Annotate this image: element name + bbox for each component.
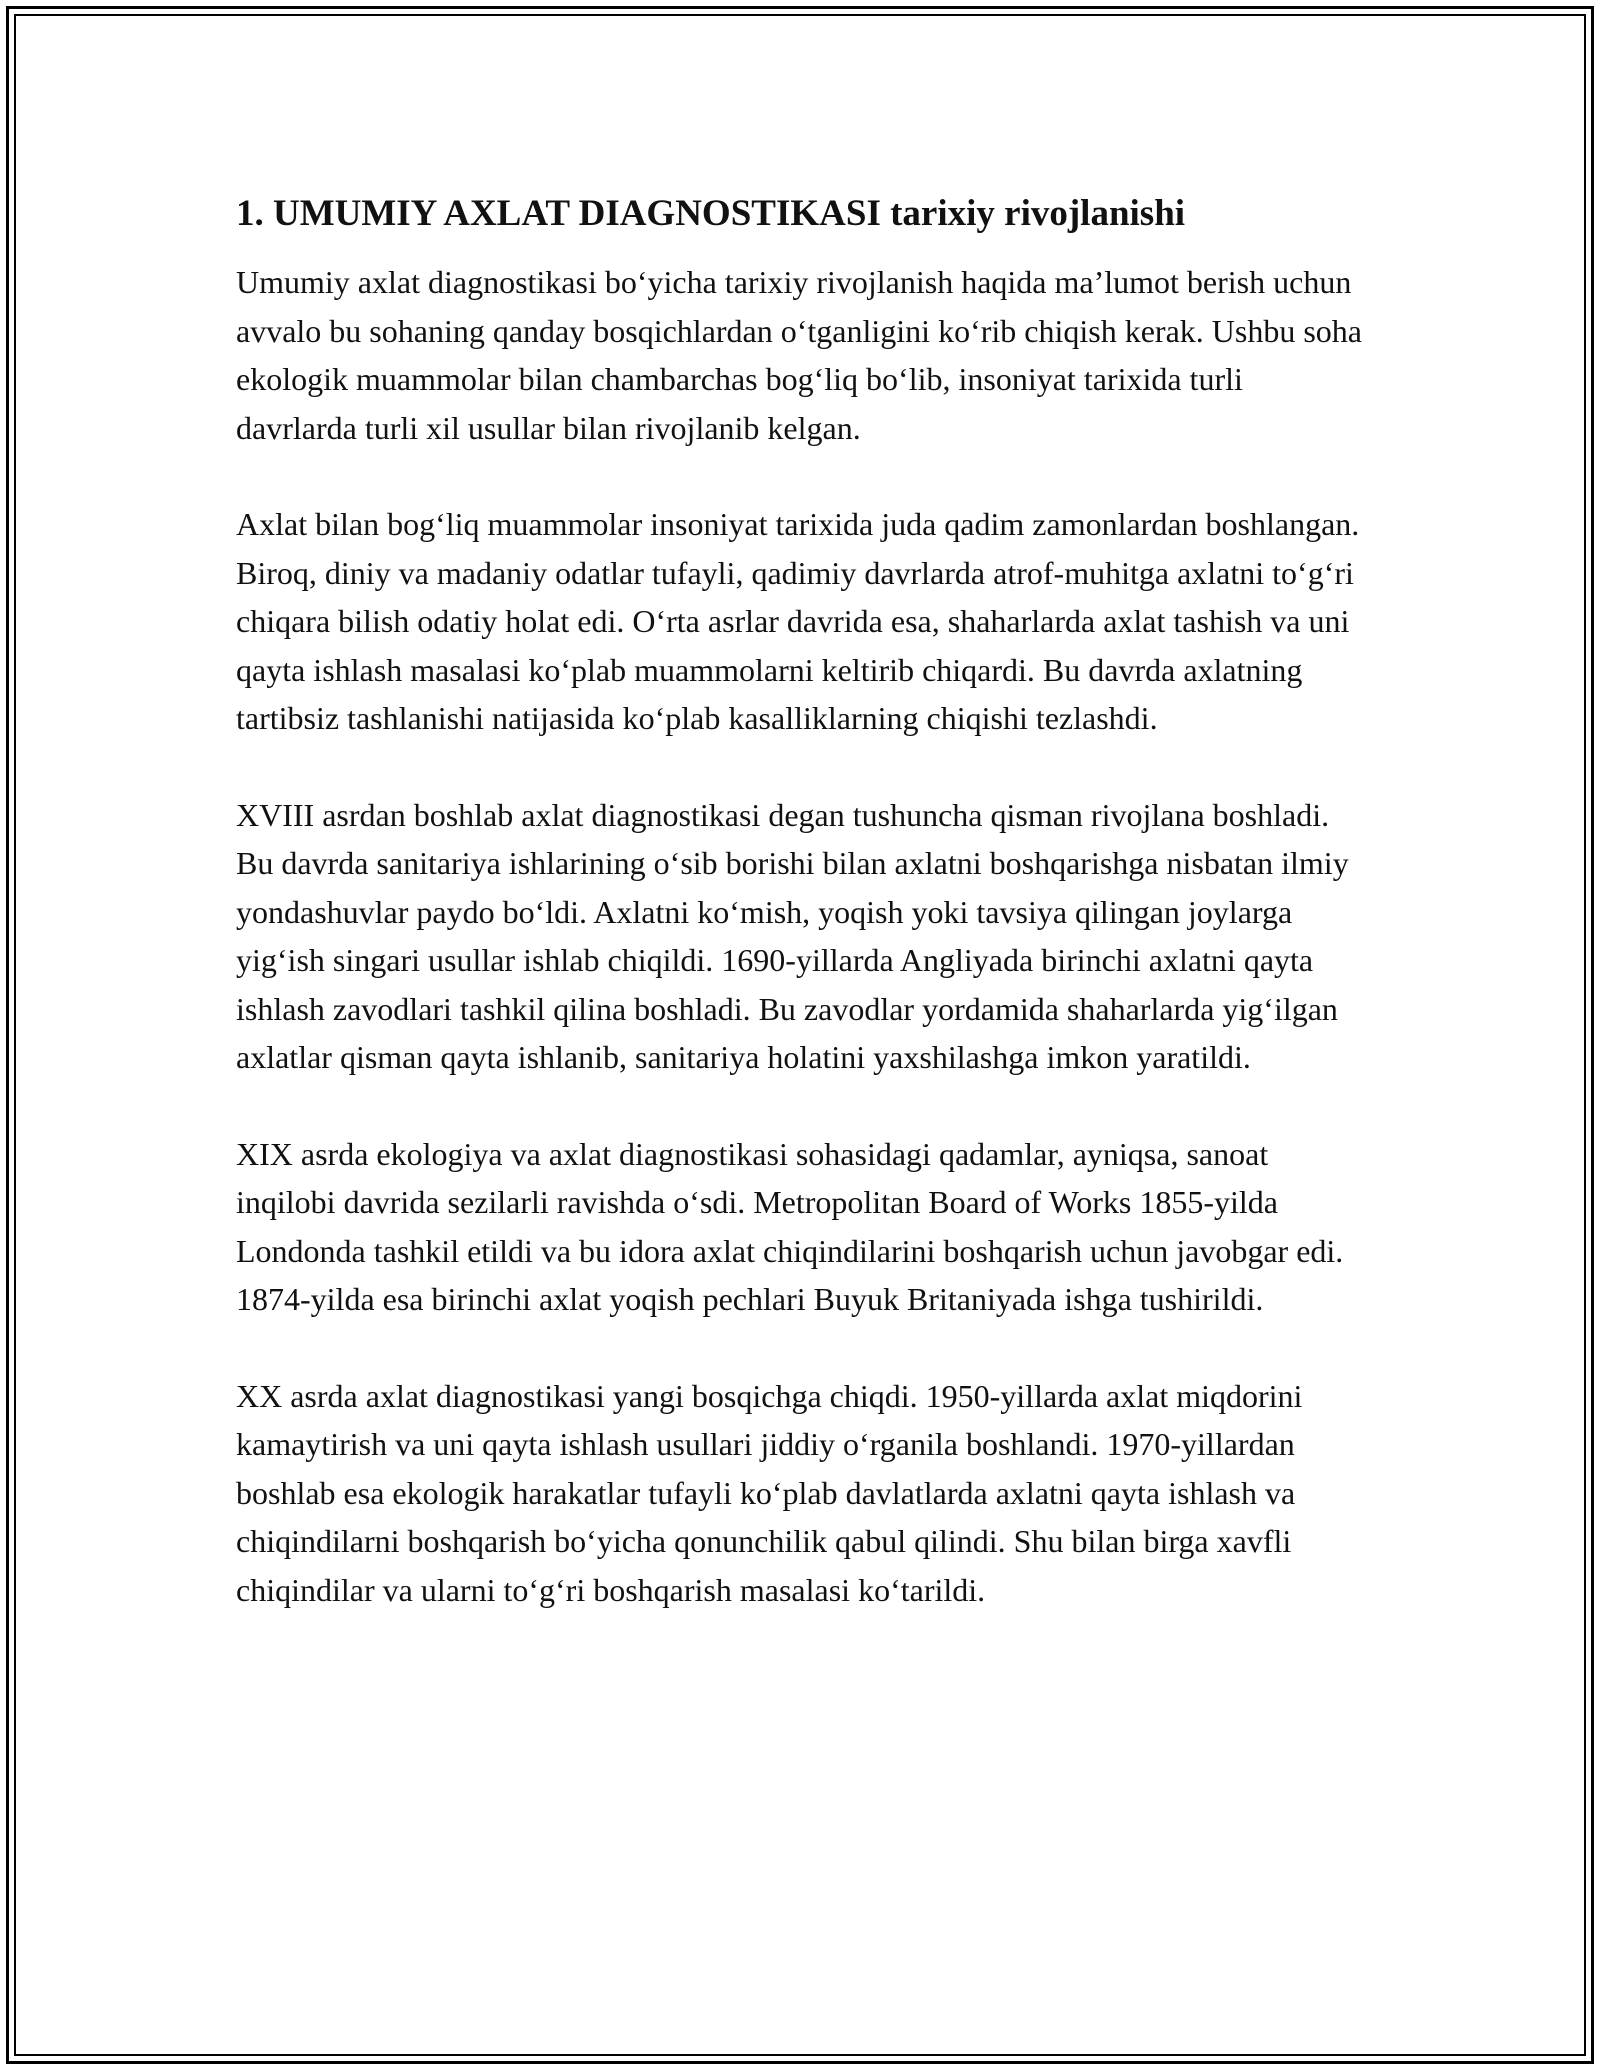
paragraph-18th-century: XVIII asrdan boshlab axlat diagnostikasi degan tushuncha qisman rivojlana boshladi. Bu davrda sanitariya ishlarining o‘sib borishi bilan axlatni boshqarishga nisbatan ilmiy yondashuvlar paydo bo‘ldi. Axlatni ko‘mish, yoqish yoki tavsiya qilingan joylarga yig‘ish singari usullar ishlab chiqildi. 1690-yillarda Angliyada birinchi axlatni qayta ishlash zavodlari tashkil qilina boshladi. Bu zavodlar yordamida shaharlarda yig‘ilgan axlatlar qisman qayta ishlanib, sanitariya holatini yaxshilashga imkon yaratildi. [236,796,1349,1075]
paragraph-introduction: Umumiy axlat diagnostikasi bo‘yicha tarixiy rivojlanish haqida ma’lumot berish uchun avvalo bu sohaning qanday bosqichlardan o‘tganligini ko‘rib chiqish kerak. Ushbu soha ekologik muammolar bilan chambarchas bog‘liq bo‘lib, insoniyat tarixida turli davrlarda turli xil usullar bilan rivojlanib kelgan. [236,264,1362,446]
section-title: 1. UMUMIY AXLAT DIAGNOSTIKASI tarixiy rivojlanishi [236,193,1186,234]
paragraph-20th-century: XX asrda axlat diagnostikasi yangi bosqichga chiqdi. 1950-yillarda axlat miqdorini kamaytirish va uni qayta ishlash usullari jiddiy o‘rganila boshlandi. 1970-yillardan boshlab esa ekologik harakatlar tufayli ko‘plab davlatlarda axlatni qayta ishlash va chiqindilarni boshqarish bo‘yicha qonunchilik qabul qilindi. Shu bilan birga xavfli chiqindilar va ularni to‘g‘ri boshqarish masalasi ko‘tarildi. [236,1377,1303,1608]
paragraph-19th-century: XIX asrda ekologiya va axlat diagnostikasi sohasidagi qadamlar, ayniqsa, sanoat inqilobi davrida sezilarli ravishda o‘sdi. Metropolitan Board of Works 1855-yilda Londonda tashkil etildi va bu idora axlat chiqindilarini boshqarish uchun javobgar edi. 1874-yilda esa birinchi axlat yoqish pechlari Buyuk Britaniyada ishga tushirildi. [236,1135,1344,1317]
paragraph-ancient-medieval: Axlat bilan bog‘liq muammolar insoniyat tarixida juda qadim zamonlardan boshlangan. Biroq, diniy va madaniy odatlar tufayli, qadimiy davrlarda atrof-muhitga axlatni to‘g‘ri chiqara bilish odatiy holat edi. O‘rta asrlar davrida esa, shaharlarda axlat tashish va uni qayta ishlash masalasi ko‘plab muammolarni keltirib chiqardi. Bu davrda axlatning tartibsiz tashlanishi natijasida ko‘plab kasalliklarning chiqishi tezlashdi. [236,506,1360,736]
document-body [236,184,1366,1662]
